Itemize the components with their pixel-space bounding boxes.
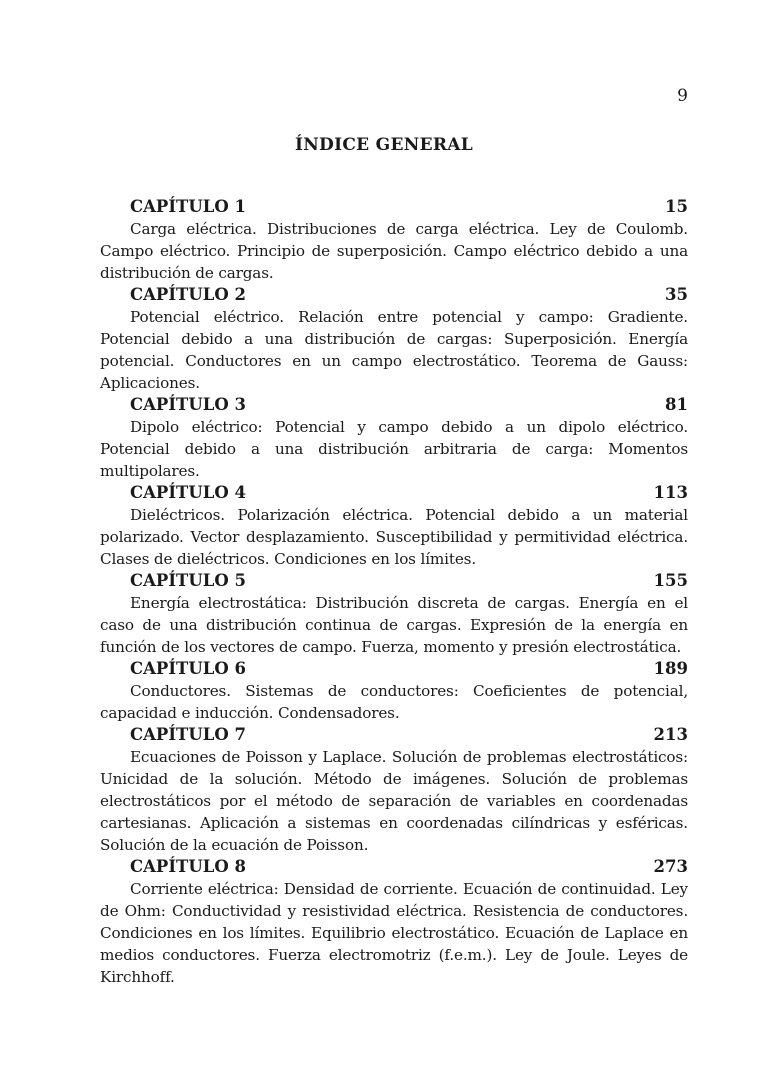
chapter-label: CAPÍTULO 3 <box>130 395 246 414</box>
chapter-description: Energía electrostática: Distribución discreta de cargas. Energía en el caso de una distribución continua de cargas. Expresión de la energía en función de los vectores de campo. Fuerza, momento y presión electrostática. <box>100 594 688 656</box>
chapter-heading <box>100 482 688 504</box>
chapter-heading <box>100 570 688 592</box>
chapter-page-number: 213 <box>653 725 688 744</box>
chapter-5-entry <box>100 570 688 658</box>
chapter-description: Ecuaciones de Poisson y Laplace. Solución de problemas electrostáticos: Unicidad de la solución. Método de imágenes. Solución de problemas electrostáticos por el método de separación de variables en coordenadas cartesianas. Aplicación a sistemas en coordenadas cilíndricas y esféricas. Solución de la ecuación de Poisson. <box>100 748 688 854</box>
chapter-page-number: 113 <box>653 483 688 502</box>
chapter-1-entry <box>100 196 688 284</box>
page-number: 9 <box>677 86 688 106</box>
chapter-label: CAPÍTULO 5 <box>130 571 246 590</box>
table-of-contents <box>100 196 688 988</box>
chapter-description: Conductores. Sistemas de conductores: Coeficientes de potencial, capacidad e inducción. Condensadores. <box>100 682 688 722</box>
chapter-6-entry <box>100 658 688 724</box>
chapter-label: CAPÍTULO 4 <box>130 483 246 502</box>
chapter-description: Dieléctricos. Polarización eléctrica. Potencial debido a un material polarizado. Vector desplazamiento. Susceptibilidad y permitividad eléctrica. Clases de dieléctricos. Condiciones en los límites. <box>100 506 688 568</box>
chapter-heading <box>100 724 688 746</box>
chapter-label: CAPÍTULO 7 <box>130 725 246 744</box>
chapter-label: CAPÍTULO 2 <box>130 285 246 304</box>
chapter-heading <box>100 284 688 306</box>
chapter-description: Dipolo eléctrico: Potencial y campo debido a un dipolo eléctrico. Potencial debido a una distribución arbitraria de carga: Momentos multipolares. <box>100 418 688 480</box>
chapter-page-number: 35 <box>665 285 688 304</box>
chapter-page-number: 155 <box>653 571 688 590</box>
chapter-3-entry <box>100 394 688 482</box>
chapter-heading <box>100 196 688 218</box>
chapter-label: CAPÍTULO 6 <box>130 659 246 678</box>
chapter-description: Corriente eléctrica: Densidad de corriente. Ecuación de continuidad. Ley de Ohm: Conductividad y resistividad eléctrica. Resistencia de conductores. Condiciones en los límites. Equilibrio electrostático. Ecuación de Laplace en medios conductores. Fuerza electromotriz (f.e.m.). Ley de Joule. Leyes de Kirchhoff. <box>100 880 688 986</box>
chapter-8-entry <box>100 856 688 988</box>
chapter-heading <box>100 394 688 416</box>
chapter-page-number: 81 <box>665 395 688 414</box>
page-title: ÍNDICE GENERAL <box>294 135 474 155</box>
chapter-page-number: 273 <box>653 857 688 876</box>
chapter-heading <box>100 658 688 680</box>
chapter-label: CAPÍTULO 8 <box>130 857 246 876</box>
chapter-description: Potencial eléctrico. Relación entre potencial y campo: Gradiente. Potencial debido a una distribución de cargas: Superposición. Energía potencial. Conductores en un campo electrostático. Teorema de Gauss: Aplicaciones. <box>100 308 688 392</box>
chapter-2-entry <box>100 284 688 394</box>
chapter-page-number: 189 <box>653 659 688 678</box>
chapter-description: Carga eléctrica. Distribuciones de carga eléctrica. Ley de Coulomb. Campo eléctrico. Principio de superposición. Campo eléctrico debido a una distribución de cargas. <box>100 220 688 282</box>
chapter-7-entry <box>100 724 688 856</box>
chapter-heading <box>100 856 688 878</box>
chapter-4-entry <box>100 482 688 570</box>
chapter-label: CAPÍTULO 1 <box>130 197 246 216</box>
chapter-page-number: 15 <box>665 197 688 216</box>
